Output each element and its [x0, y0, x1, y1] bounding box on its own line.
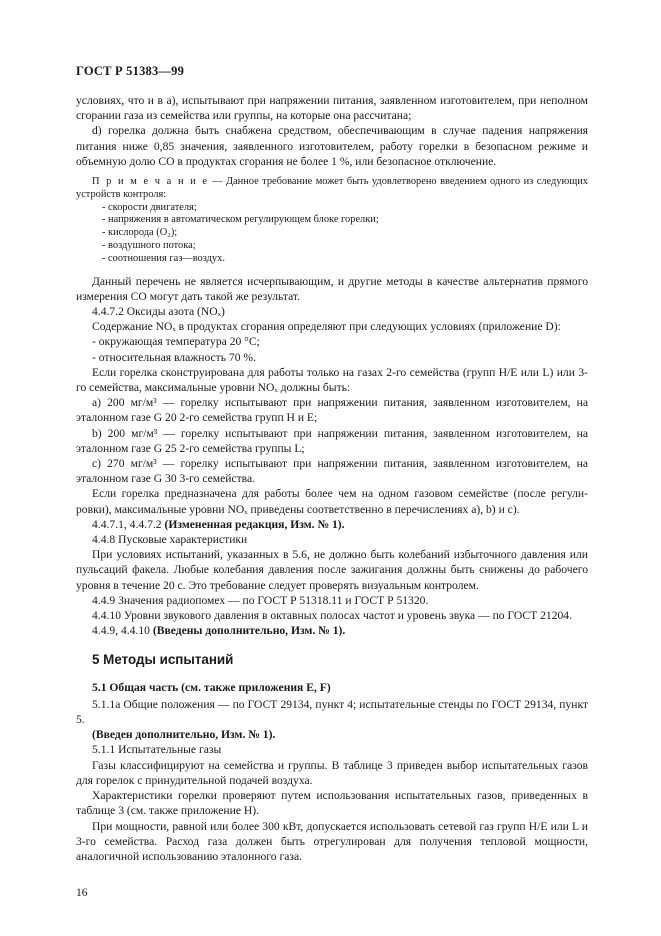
paragraph: При мощности, равной или более 300 кВт, допускается использовать сетевой газ групп H/E или L и 3-го семейства. Расход газа должен быть отрегулирован для получения тепловой мощности, аналогичной использованию эталонного газа.: [76, 819, 588, 863]
subsection-heading: 4.4.8 Пусковые характеристики: [92, 533, 248, 547]
list-item: c) 270 мг/м³ — горелку испытывают при напряжении питания, заявленном изготовителем, на эталонном газе G 30 3-го семейства.: [76, 457, 588, 486]
paragraph: 5.1.1a Общие положения — по ГОСТ 29134, пункт 4; испытательные стенды по ГОСТ 29134, пункт 5.: [76, 697, 588, 727]
paragraph: 4.4.9 Значения радиопомех — по ГОСТ Р 51318.11 и ГОСТ Р 51320.: [92, 593, 429, 607]
subsection-heading: 5.1.1 Испытательные газы: [92, 743, 222, 757]
amendment-clauses: 4.4.7.1, 4.4.7.2: [92, 517, 165, 531]
document-body: [76, 93, 588, 864]
amendment-clauses: 4.4.9, 4.4.10: [92, 624, 153, 638]
amendment-note: [76, 623, 588, 638]
document-header: ГОСТ Р 51383—99: [76, 64, 185, 78]
subsection-heading: 4.4.7.2 Оксиды азота (NOₓ): [92, 305, 225, 318]
paragraph: Данный перечень не является исчерпывающим, и другие методы в качестве альтернатив прямого измерения CO могут дать такой же результат.: [76, 274, 588, 303]
paragraph: 4.4.10 Уровни звукового давления в октавных полосах частот и уровень звука — по ГОСТ 21204.: [92, 609, 573, 623]
paragraph: Если горелка сконструирована для работы только на газах 2-го семейства (групп H/E или L) или 3-го семейства, максимальные уровни NOₓ должны быть:: [76, 365, 588, 395]
paragraph: При условиях испытаний, указанных в 5.6, не должно быть колебаний избыточного давления или пульсаций факела. Любые колебания давления после зажигания должны быть снижены до рабочего уровня в течение 20 с. Это требование следует проверять визуальным контролем.: [76, 548, 588, 592]
note-text: — Данное требование может быть удовлетворено введением одного из следующих устройств контроля:: [76, 176, 588, 200]
amendment-note: [76, 517, 588, 532]
paragraph: d) горелка должна быть снабжена средством, обеспечивающим в случае падения напряжения питания ниже 0,85 значения, заявленного изготовителем, работу горелки в безопасном режиме и объемную долю CO в продуктах сгорания не более 1 %, или безопасное отключение.: [76, 124, 588, 168]
page-number: 16: [76, 886, 88, 899]
note-list: [76, 202, 588, 266]
section-title: 5 Методы испытаний: [92, 652, 234, 668]
paragraph: - окружающая температура 20 °C;: [92, 335, 260, 349]
paragraph: Газы классифицируют на семейства и группы. В таблице 3 приведен выбор испытательных газов для горелок с принудительной подачей воздуха.: [76, 758, 588, 787]
subsection-heading: 5.1 Общая часть (см. также приложения E, F): [92, 680, 331, 694]
note-label: П р и м е ч а н и е: [92, 176, 209, 188]
list-item: a) 200 мг/м³ — горелку испытывают при напряжении питания, заявленном изготовителем, на эталонном газе G 20 2-го семейства групп H и E;: [76, 396, 588, 425]
paragraph: Характеристики горелки проверяют путем использования испытательных газов, приведенных в таблице 3 (см. также приложение H).: [76, 789, 588, 818]
paragraph: - относительная влажность 70 %.: [92, 350, 256, 364]
paragraph: Содержание NOₓ в продуктах сгорания определяют при следующих условиях (приложение D):: [92, 320, 561, 334]
amendment-text: (Измененная редакция, Изм. № 1).: [164, 517, 345, 531]
list-item: b) 200 мг/м³ — горелку испытывают при напряжении питания, заявленном изготовителем, на эталонном газе G 25 2-го семейства группы L;: [76, 426, 588, 455]
amendment-note: (Введен дополнительно, Изм. № 1).: [92, 728, 276, 742]
amendment-text: (Введены дополнительно, Изм. № 1).: [152, 624, 346, 638]
list-item: - напряжения в автоматическом регулирующем блоке горелки;: [102, 214, 379, 226]
list-item: - воздушного потока;: [102, 240, 196, 251]
list-item: - скорости двигателя;: [102, 201, 197, 213]
list-item: - соотношения газ—воздух.: [102, 252, 225, 264]
paragraph: условиях, что и в а), испытывают при напряжении питания, заявленном изготовителем, при неполном сгорании газа из семейства или группы, на которые она рассчитана;: [76, 94, 588, 123]
paragraph: Если горелка предназначена для работы более чем на одном газовом семействе (после регулировки), максимальные уровни NOₓ приведены соответственно в перечислениях a), b) и c).: [76, 487, 588, 516]
note: [76, 176, 588, 202]
list-item: - кислорода (O₂);: [102, 227, 178, 239]
